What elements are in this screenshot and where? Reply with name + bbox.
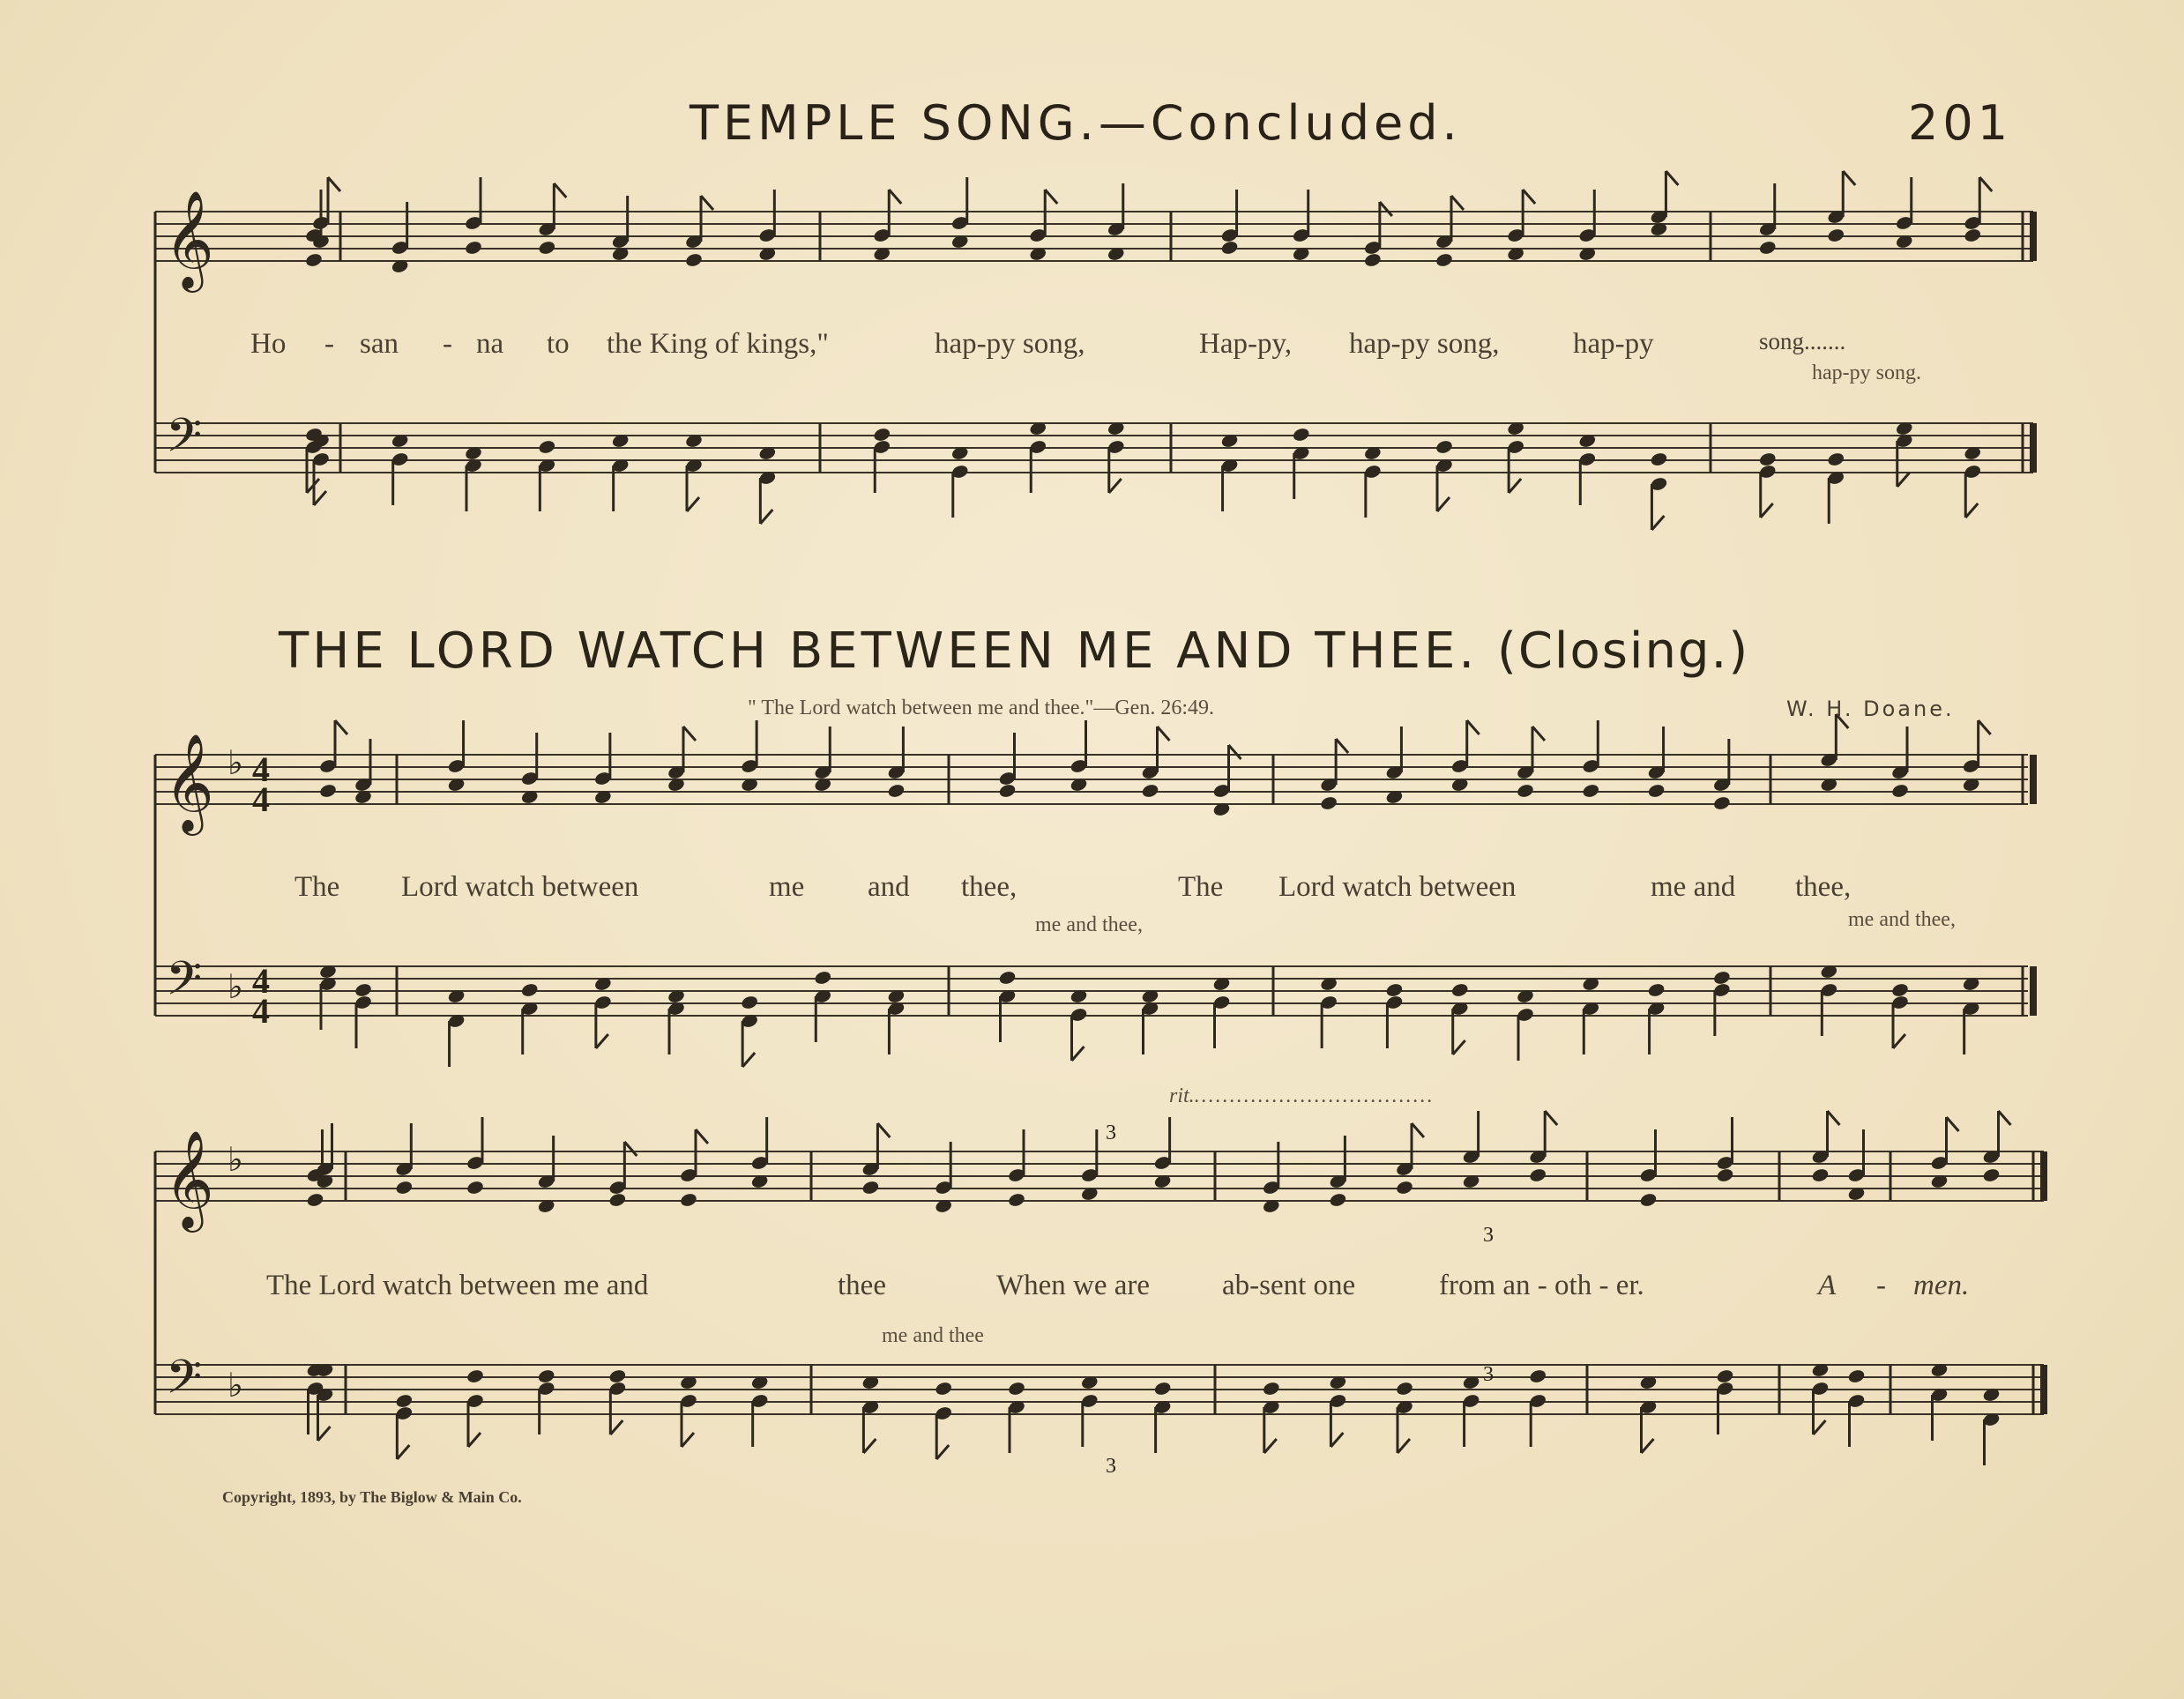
note-flag (683, 727, 696, 741)
note-head (1395, 1381, 1413, 1397)
note-head (1758, 451, 1777, 467)
note-flag (468, 1433, 481, 1447)
note-head (537, 1368, 555, 1384)
note-flag (1523, 190, 1535, 204)
note-head (395, 1393, 414, 1409)
lyric: hap-py song, (935, 328, 1085, 360)
note-flag (1545, 1111, 1557, 1125)
lyric: me and (1651, 871, 1736, 903)
lyric: ab-sent one (1222, 1270, 1356, 1301)
note-flag (1398, 1439, 1410, 1453)
lyric: Lord watch between (1278, 871, 1517, 903)
note-head (464, 240, 482, 256)
note-flag (1843, 171, 1855, 185)
note-flag (1331, 1433, 1343, 1447)
lyric: Lord watch between (401, 871, 639, 903)
note-flag (696, 1129, 708, 1144)
note-flag (889, 190, 901, 204)
note-flag (554, 183, 566, 197)
lyric: san (360, 328, 399, 360)
triplet-mark: 3 (1483, 1224, 1494, 1247)
note-flag (1947, 1117, 1959, 1131)
note-head (306, 1192, 324, 1208)
lyric: The (294, 871, 340, 903)
note-heads (304, 209, 2047, 1427)
note-head (1712, 970, 1731, 986)
note-head (466, 1368, 484, 1384)
lyric: to (547, 328, 570, 360)
note-flag (1412, 1123, 1424, 1137)
note-head (1385, 982, 1404, 998)
lyric: The (1178, 871, 1224, 903)
final-bar-thick (2030, 755, 2037, 804)
lyric: hap-py (1573, 328, 1654, 360)
note-flag (1651, 516, 1664, 530)
echo-lyric: me and thee (882, 1324, 984, 1347)
lyric: from an - oth - er. (1439, 1270, 1644, 1301)
note-flag (1979, 177, 1992, 191)
epigraph: " The Lord watch between me and thee."—Gen. 26:49. (748, 697, 1214, 719)
note-flag (314, 491, 326, 505)
lyric: na (476, 328, 504, 360)
note-flag (936, 1445, 949, 1459)
treble-clef: 𝄞 (164, 733, 214, 831)
note-flag (1109, 479, 1122, 493)
lyric: hap-py song, (1349, 328, 1500, 360)
staff-lines (155, 212, 2044, 1414)
note-head (1827, 227, 1845, 243)
note-head (1329, 1192, 1347, 1208)
note-flag (1467, 720, 1480, 734)
bass-clef: 𝄢 (166, 952, 203, 1017)
note-flag (1453, 1040, 1465, 1054)
note-flag (1336, 739, 1348, 753)
hymn-title: THE LORD WATCH BETWEEN ME AND THEE. (Closing.) (279, 622, 1750, 680)
note-flag (1509, 479, 1521, 493)
time-signature-treble: 4 4 (252, 749, 270, 819)
note-head (395, 1180, 414, 1196)
note-head (1982, 1167, 2001, 1183)
note-head (1450, 982, 1469, 998)
note-flag (701, 196, 713, 210)
note-head (1435, 439, 1453, 455)
lyric: - (1876, 1270, 1886, 1301)
note-flag (335, 720, 347, 734)
note-head (1363, 252, 1382, 268)
copyright-notice: Copyright, 1893, by The Biglow & Main Co. (222, 1488, 522, 1506)
note-head (1262, 1381, 1280, 1397)
note-flag (1761, 503, 1773, 518)
note-flag (1828, 1111, 1840, 1125)
note-head (740, 995, 758, 1010)
note-flag (1893, 1034, 1905, 1048)
note-head (1292, 427, 1310, 443)
note-flag (397, 1445, 409, 1459)
lyric: thee, (961, 871, 1017, 903)
lyric: thee (838, 1270, 886, 1301)
note-flag (863, 1439, 876, 1453)
note-flags (307, 171, 2011, 1459)
lyric: song....... (1759, 328, 1846, 354)
note-head (1716, 1368, 1734, 1384)
note-head (466, 1180, 484, 1196)
note-head (1758, 240, 1777, 256)
note-flag (1045, 190, 1057, 204)
lyric: When we are (996, 1270, 1151, 1301)
note-head (1395, 1180, 1413, 1196)
note-flag (1965, 503, 1978, 518)
echo-lyric: me and thee, (1848, 908, 1956, 931)
note-head (861, 1180, 880, 1196)
note-head (814, 970, 832, 986)
note-flag (877, 1123, 890, 1137)
lyric: A (1818, 1270, 1837, 1301)
flat-sign: ♭ (227, 967, 243, 1006)
note-head (538, 439, 556, 455)
note-flag (328, 177, 340, 191)
note-flag (318, 1427, 331, 1441)
bar-lines (155, 212, 2033, 1414)
note-head (1811, 1167, 1830, 1183)
note-head (354, 982, 372, 998)
lyric: - (324, 328, 334, 360)
bass-clef: 𝄢 (166, 1351, 203, 1416)
bass-clef: 𝄢 (166, 409, 203, 474)
note-head (1007, 1192, 1025, 1208)
flat-sign: ♭ (227, 1366, 243, 1405)
note-flag (1264, 1439, 1277, 1453)
echo-lyric: hap-py song. (1812, 361, 1921, 384)
note-flag (1979, 720, 1991, 734)
flat-sign: ♭ (227, 1140, 243, 1179)
note-head (1890, 783, 1909, 799)
note-head (873, 427, 891, 443)
note-head (608, 1192, 627, 1208)
note-head (1529, 1167, 1547, 1183)
lyric: and (868, 871, 910, 903)
note-head (1647, 783, 1666, 799)
note-head (538, 240, 556, 256)
note-head (304, 252, 323, 268)
echo-lyric: me and thee, (1035, 913, 1143, 936)
note-flag (687, 497, 699, 511)
note-head (887, 783, 906, 799)
note-flag (1437, 497, 1450, 511)
note-flag (1666, 171, 1678, 185)
final-bar-thick (2030, 423, 2037, 473)
lyric: The Lord watch between me and (266, 1270, 649, 1301)
final-bar-thick (2040, 1151, 2047, 1201)
triplet-mark: 3 (1106, 1121, 1116, 1144)
note-head (520, 982, 539, 998)
treble-clef: 𝄞 (164, 1129, 214, 1228)
lyric: - (443, 328, 452, 360)
page-number: 201 (1908, 95, 2013, 151)
note-head (1827, 451, 1845, 467)
lyric: Hap-py, (1199, 328, 1293, 360)
note-flag (624, 1142, 637, 1156)
note-head (1890, 982, 1909, 998)
final-bar-thick (2030, 212, 2037, 261)
note-head (1964, 227, 1982, 243)
ritardando-mark: rit................................... (1169, 1084, 1435, 1107)
note-head (1516, 783, 1534, 799)
note-flag (596, 1034, 608, 1048)
note-flag (1229, 745, 1241, 759)
flat-sign: ♭ (227, 743, 243, 782)
page-title: TEMPLE SONG.—Concluded. (689, 95, 1462, 151)
note-head (998, 970, 1017, 986)
lyric: thee, (1795, 871, 1852, 903)
note-head (1319, 795, 1338, 811)
note-flag (742, 1053, 755, 1067)
time-signature-bass: 4 4 (252, 961, 270, 1031)
triplet-mark: 3 (1483, 1363, 1494, 1386)
note-head (1141, 783, 1159, 799)
clefs (164, 190, 243, 1416)
note-head (318, 783, 337, 799)
note-flag (1380, 202, 1392, 216)
note-head (1220, 240, 1239, 256)
note-head (1647, 982, 1666, 998)
note-flag (1158, 727, 1170, 741)
note-flag (1532, 727, 1545, 741)
final-bar-thick (2030, 966, 2037, 1016)
lyric: Ho (250, 328, 287, 360)
note-head (998, 783, 1017, 799)
note-head (1529, 1368, 1547, 1384)
note-flag (760, 510, 772, 524)
treble-clef: 𝄞 (164, 190, 214, 288)
note-flag (1814, 1420, 1826, 1434)
note-head (1650, 451, 1668, 467)
note-head (1582, 783, 1600, 799)
note-head (1712, 795, 1731, 811)
note-head (1435, 252, 1453, 268)
note-head (1716, 1167, 1734, 1183)
lyric: the King of kings," (607, 328, 829, 360)
note-head (684, 252, 703, 268)
note-flag (1642, 1439, 1654, 1453)
note-head (1153, 1381, 1172, 1397)
note-flag (682, 1433, 694, 1447)
note-head (935, 1381, 953, 1397)
note-head (1007, 1381, 1025, 1397)
note-head (608, 1368, 627, 1384)
lyric: men. (1913, 1270, 1970, 1301)
lyric: me (769, 871, 805, 903)
final-bar-thick (2040, 1365, 2047, 1414)
note-flag (1897, 473, 1910, 487)
note-flag (610, 1420, 622, 1434)
composer: W. H. Doane. (1786, 697, 1955, 721)
note-head (679, 1192, 697, 1208)
note-head (1639, 1192, 1658, 1208)
note-head (1847, 1368, 1866, 1384)
note-flag (1451, 196, 1464, 210)
note-flag (1999, 1111, 2011, 1125)
triplet-mark: 3 (1106, 1455, 1116, 1478)
note-flag (1072, 1047, 1085, 1061)
